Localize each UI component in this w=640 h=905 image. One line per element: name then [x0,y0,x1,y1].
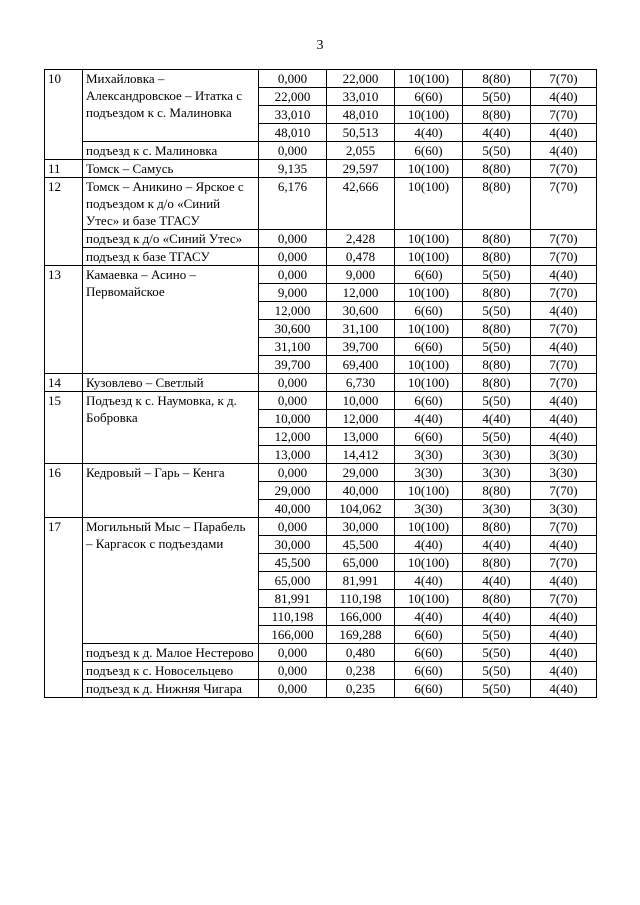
table-row [45,160,597,178]
row-number: 12 [45,178,83,266]
end-km: 50,513 [327,124,395,142]
load-value-3: 4(40) [531,626,597,644]
load-value-2: 8(80) [463,482,531,500]
start-km: 12,000 [259,302,327,320]
load-value-1: 10(100) [395,518,463,536]
load-value-2: 5(50) [463,626,531,644]
load-value-2: 8(80) [463,178,531,230]
start-km: 33,010 [259,106,327,124]
start-km: 0,000 [259,518,327,536]
table-row [45,518,597,536]
load-value-3: 4(40) [531,124,597,142]
load-value-3: 4(40) [531,266,597,284]
start-km: 12,000 [259,428,327,446]
row-number: 13 [45,266,83,374]
load-value-1: 10(100) [395,106,463,124]
table-row [45,178,597,230]
start-km: 0,000 [259,142,327,160]
row-number: 16 [45,464,83,518]
load-value-2: 5(50) [463,88,531,106]
load-value-3: 7(70) [531,356,597,374]
load-value-1: 10(100) [395,248,463,266]
road-name: Кедровый – Гарь – Кенга [83,464,259,518]
end-km: 48,010 [327,106,395,124]
start-km: 0,000 [259,266,327,284]
table-row [45,662,597,680]
road-name: Подъезд к с. Наумовка, к д. Бобровка [83,392,259,464]
start-km: 166,000 [259,626,327,644]
load-value-1: 10(100) [395,320,463,338]
start-km: 9,135 [259,160,327,178]
load-value-1: 10(100) [395,284,463,302]
load-value-2: 8(80) [463,70,531,88]
load-value-2: 4(40) [463,124,531,142]
start-km: 9,000 [259,284,327,302]
load-value-3: 7(70) [531,178,597,230]
start-km: 0,000 [259,230,327,248]
load-value-3: 4(40) [531,680,597,698]
table-row [45,248,597,266]
end-km: 33,010 [327,88,395,106]
start-km: 31,100 [259,338,327,356]
load-value-2: 8(80) [463,160,531,178]
load-value-2: 8(80) [463,356,531,374]
end-km: 13,000 [327,428,395,446]
load-value-2: 5(50) [463,302,531,320]
load-value-1: 10(100) [395,178,463,230]
load-value-1: 6(60) [395,428,463,446]
table-row [45,142,597,160]
load-value-1: 6(60) [395,644,463,662]
road-name: Могильный Мыс – Парабель – Каргасок с подъездами [83,518,259,644]
load-value-2: 8(80) [463,320,531,338]
load-value-1: 6(60) [395,662,463,680]
road-name: Томск – Самусь [83,160,259,178]
row-number: 14 [45,374,83,392]
load-value-2: 8(80) [463,284,531,302]
load-value-2: 5(50) [463,662,531,680]
load-value-2: 4(40) [463,572,531,590]
load-value-3: 7(70) [531,284,597,302]
load-value-3: 7(70) [531,554,597,572]
end-km: 42,666 [327,178,395,230]
start-km: 0,000 [259,70,327,88]
road-name: подъезд к базе ТГАСУ [83,248,259,266]
load-value-2: 8(80) [463,518,531,536]
load-value-1: 4(40) [395,410,463,428]
load-value-1: 6(60) [395,338,463,356]
table-row [45,392,597,410]
row-number: 15 [45,392,83,464]
road-name: Томск – Аникино – Ярское с подъездом к д/о «Синий Утес» и базе ТГАСУ [83,178,259,230]
load-value-3: 4(40) [531,608,597,626]
start-km: 48,010 [259,124,327,142]
load-value-1: 6(60) [395,302,463,320]
load-value-2: 8(80) [463,248,531,266]
start-km: 22,000 [259,88,327,106]
load-value-2: 3(30) [463,446,531,464]
start-km: 0,000 [259,662,327,680]
load-value-3: 4(40) [531,302,597,320]
load-value-1: 10(100) [395,482,463,500]
start-km: 0,000 [259,464,327,482]
page-number: 3 [316,38,324,53]
load-value-3: 4(40) [531,536,597,554]
road-name: подъезд к д. Нижняя Чигара [83,680,259,698]
table-row [45,680,597,698]
start-km: 30,000 [259,536,327,554]
end-km: 45,500 [327,536,395,554]
table-row [45,374,597,392]
load-value-1: 10(100) [395,230,463,248]
load-value-1: 6(60) [395,266,463,284]
table-row [45,266,597,284]
load-value-1: 10(100) [395,356,463,374]
load-value-3: 4(40) [531,428,597,446]
row-number: 17 [45,518,83,698]
start-km: 0,000 [259,644,327,662]
start-km: 65,000 [259,572,327,590]
load-value-3: 4(40) [531,662,597,680]
start-km: 10,000 [259,410,327,428]
row-number: 10 [45,70,83,160]
load-value-3: 7(70) [531,320,597,338]
load-value-1: 10(100) [395,70,463,88]
load-value-3: 4(40) [531,644,597,662]
load-value-1: 6(60) [395,680,463,698]
load-value-1: 3(30) [395,500,463,518]
end-km: 2,055 [327,142,395,160]
load-value-3: 4(40) [531,392,597,410]
load-value-3: 7(70) [531,482,597,500]
end-km: 30,000 [327,518,395,536]
end-km: 40,000 [327,482,395,500]
start-km: 81,991 [259,590,327,608]
load-value-2: 8(80) [463,106,531,124]
load-value-2: 5(50) [463,644,531,662]
load-value-3: 4(40) [531,338,597,356]
road-name: Михайловка – Александровское – Итатка с подъездом к с. Малиновка [83,70,259,142]
load-value-1: 3(30) [395,446,463,464]
end-km: 31,100 [327,320,395,338]
start-km: 0,000 [259,392,327,410]
load-value-2: 5(50) [463,428,531,446]
road-load-table [44,69,597,698]
load-value-3: 4(40) [531,410,597,428]
end-km: 30,600 [327,302,395,320]
load-value-2: 5(50) [463,338,531,356]
load-value-3: 4(40) [531,88,597,106]
load-value-3: 3(30) [531,464,597,482]
load-value-3: 7(70) [531,248,597,266]
end-km: 69,400 [327,356,395,374]
end-km: 6,730 [327,374,395,392]
load-value-1: 6(60) [395,392,463,410]
load-value-3: 4(40) [531,572,597,590]
start-km: 0,000 [259,374,327,392]
load-value-2: 8(80) [463,230,531,248]
load-value-2: 5(50) [463,680,531,698]
end-km: 0,480 [327,644,395,662]
load-value-1: 4(40) [395,124,463,142]
road-name: подъезд к с. Малиновка [83,142,259,160]
load-value-1: 10(100) [395,374,463,392]
start-km: 0,000 [259,248,327,266]
end-km: 166,000 [327,608,395,626]
load-value-1: 10(100) [395,160,463,178]
start-km: 0,000 [259,680,327,698]
road-name: подъезд к д/о «Синий Утес» [83,230,259,248]
end-km: 22,000 [327,70,395,88]
load-value-3: 7(70) [531,70,597,88]
start-km: 40,000 [259,500,327,518]
start-km: 29,000 [259,482,327,500]
load-value-1: 6(60) [395,88,463,106]
row-number: 11 [45,160,83,178]
load-value-1: 6(60) [395,142,463,160]
start-km: 110,198 [259,608,327,626]
start-km: 13,000 [259,446,327,464]
end-km: 0,478 [327,248,395,266]
load-value-2: 8(80) [463,554,531,572]
end-km: 12,000 [327,410,395,428]
load-value-3: 7(70) [531,374,597,392]
load-value-2: 4(40) [463,410,531,428]
load-value-1: 6(60) [395,626,463,644]
load-value-3: 3(30) [531,446,597,464]
end-km: 2,428 [327,230,395,248]
road-name: Кузовлево – Светлый [83,374,259,392]
start-km: 6,176 [259,178,327,230]
end-km: 110,198 [327,590,395,608]
end-km: 39,700 [327,338,395,356]
start-km: 39,700 [259,356,327,374]
load-value-1: 10(100) [395,554,463,572]
load-value-3: 7(70) [531,106,597,124]
load-value-1: 4(40) [395,608,463,626]
load-value-2: 5(50) [463,266,531,284]
load-value-2: 3(30) [463,464,531,482]
end-km: 29,000 [327,464,395,482]
table-row [45,464,597,482]
load-value-2: 8(80) [463,374,531,392]
load-value-3: 7(70) [531,230,597,248]
table-row [45,644,597,662]
load-value-2: 4(40) [463,608,531,626]
end-km: 104,062 [327,500,395,518]
end-km: 81,991 [327,572,395,590]
table-row [45,230,597,248]
end-km: 9,000 [327,266,395,284]
end-km: 12,000 [327,284,395,302]
load-value-2: 3(30) [463,500,531,518]
load-value-1: 4(40) [395,572,463,590]
end-km: 29,597 [327,160,395,178]
load-value-3: 4(40) [531,142,597,160]
load-value-3: 7(70) [531,518,597,536]
load-value-2: 4(40) [463,536,531,554]
load-value-2: 5(50) [463,392,531,410]
end-km: 65,000 [327,554,395,572]
table-body [45,70,597,698]
load-value-2: 5(50) [463,142,531,160]
load-value-2: 8(80) [463,590,531,608]
load-value-3: 7(70) [531,590,597,608]
table-row [45,70,597,88]
end-km: 14,412 [327,446,395,464]
road-name: подъезд к д. Малое Нестерово [83,644,259,662]
road-name: подъезд к с. Новосельцево [83,662,259,680]
start-km: 45,500 [259,554,327,572]
load-value-1: 3(30) [395,464,463,482]
start-km: 30,600 [259,320,327,338]
end-km: 0,238 [327,662,395,680]
end-km: 0,235 [327,680,395,698]
end-km: 169,288 [327,626,395,644]
load-value-3: 3(30) [531,500,597,518]
road-name: Камаевка – Асино – Первомайское [83,266,259,374]
load-value-1: 10(100) [395,590,463,608]
load-value-3: 7(70) [531,160,597,178]
end-km: 10,000 [327,392,395,410]
load-value-1: 4(40) [395,536,463,554]
